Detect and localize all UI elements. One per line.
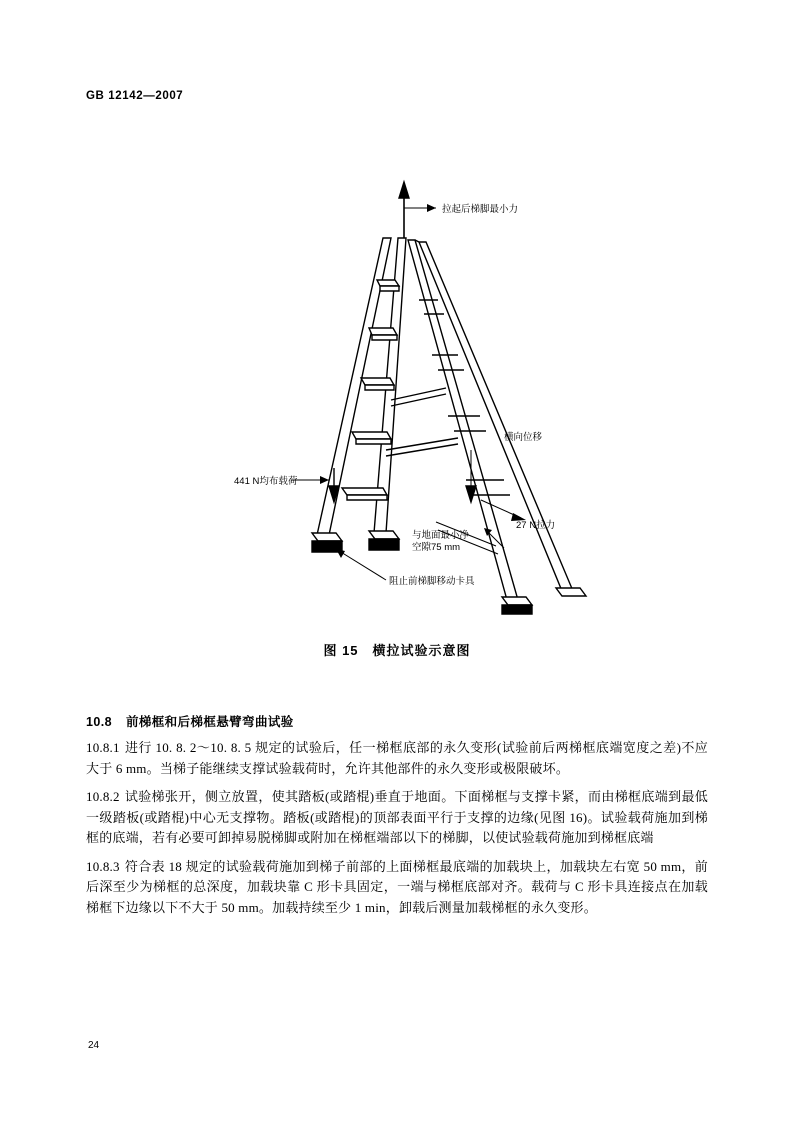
footer-page-number: 24 — [88, 1040, 100, 1051]
paragraph-10-8-3 — [86, 857, 708, 919]
paragraph-text: 符合表 18 规定的试验载荷施加到梯子前部的上面梯框最底端的加载块上，加载块左右宽 50 mm，前后深至少为梯框的总深度，加载块靠 C 形卡具固定，一端与梯框底部对齐。载荷与 C 形卡具连接点在加载梯框下边缘以下不大于 50 mm。加载持续至少 1 min，卸载后测量加载梯框的永久变形。 — [86, 858, 708, 915]
figure-label-lateral-displacement: 横向位移 — [504, 432, 543, 443]
paragraph-text: 试验梯张开，侧立放置，使其踏板(或踏棍)垂直于地面。下面梯框与支撑卡紧，而由梯框底端到最低一级踏板(或踏棍)中心无支撑物。踏板(或踏棍)的顶部表面平行于支撑的边缘(见图 16)。试验载荷施加到梯框的底端，若有必要可卸掉易脱梯脚或附加在梯框端部以下的梯脚，以使试验载荷施加到梯框底端 — [86, 789, 708, 845]
paragraph-number: 10.8.3 — [86, 858, 120, 874]
figure-label-distributed-load: 441 N均布载荷 — [234, 476, 298, 487]
figure-label-clamp-stop: 阻止前梯脚移动卡具 — [389, 576, 475, 587]
figure-15-illustration — [86, 150, 706, 620]
paragraph-10-8-2 — [86, 787, 708, 849]
paragraph-number: 10.8.2 — [86, 789, 120, 804]
paragraph-text: 进行 10. 8. 2～10. 8. 5 规定的试验后，任一梯框底部的永久变形(试验前后两梯框底端宽度之差)不应大于 6 mm。当梯子能继续支撑试验载荷时，允许其他部件的永久变形或极限破坏。 — [86, 740, 708, 776]
figure-label-ground-clearance-line1: 与地面最小净 — [412, 530, 470, 541]
figure-label-pull-force-27n: 27 N拉力 — [516, 520, 556, 531]
paragraph-10-8-1 — [86, 738, 708, 779]
section-heading-title: 前梯框和后梯框悬臂弯曲试验 — [125, 715, 294, 729]
figure-label-pull-min-force: 拉起后梯脚最小力 — [442, 204, 519, 215]
section-10-8 — [86, 712, 708, 926]
paragraph-number: 10.8.1 — [86, 740, 120, 755]
figure-caption: 图 15 横拉试验示意图 — [323, 643, 471, 658]
figure-label-ground-clearance-line2: 空隙75 mm — [412, 542, 461, 553]
section-heading-number: 10.8 — [86, 715, 112, 729]
page-header-standard-code: GB 12142—2007 — [86, 90, 184, 102]
section-heading — [86, 712, 708, 730]
